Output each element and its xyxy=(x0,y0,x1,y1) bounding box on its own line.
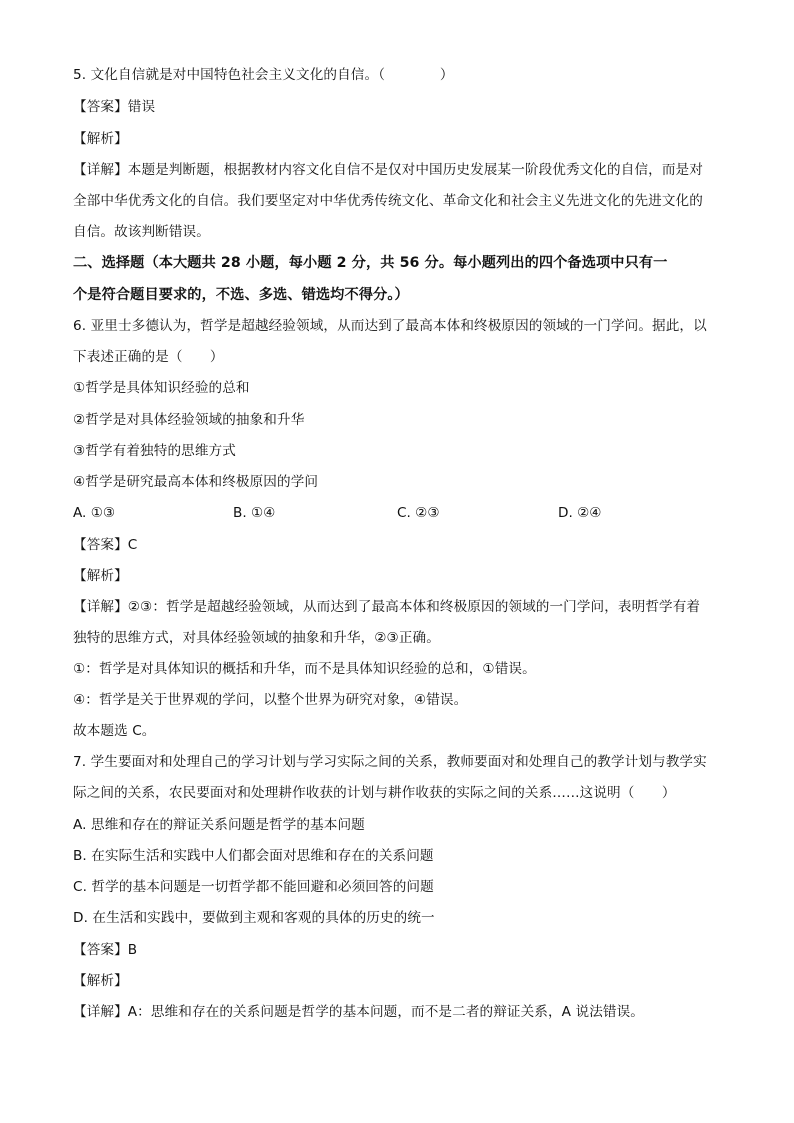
q6-detail-line-2: 独特的思维方式，对具体经验领域的抽象和升华，②③正确。 xyxy=(73,630,440,646)
q5-analysis-label: 【解析】 xyxy=(73,131,128,147)
q6-detail-line-5: 故本题选 C。 xyxy=(73,723,156,739)
q7-stem-line-1: 7. 学生要面对和处理自己的学习计划与学习实际之间的关系，教师要面对和处理自己的教学计划与教学实 xyxy=(73,754,707,770)
q6-statement-2: ②哲学是对具体经验领域的抽象和升华 xyxy=(73,412,305,428)
section2-heading-line-2: 个是符合题目要求的，不选、多选、错选均不得分。） xyxy=(73,287,409,303)
q6-statement-4: ④哲学是研究最高本体和终极原因的学问 xyxy=(73,474,319,490)
q6-analysis-label: 【解析】 xyxy=(73,568,128,584)
q6-answer: 【答案】C xyxy=(73,537,138,553)
q5-detail-line-3: 自信。故该判断错误。 xyxy=(73,224,210,240)
q6-detail-line-1: 【详解】②③：哲学是超越经验领域，从而达到了最高本体和终极原因的领域的一门学问，表明哲学有着 xyxy=(73,599,701,615)
q7-option-d: D. 在生活和实践中，要做到主观和客观的具体的历史的统一 xyxy=(73,910,435,926)
q7-detail-line-1: 【详解】A：思维和存在的关系问题是哲学的基本问题，而不是二者的辩证关系，A 说法错误。 xyxy=(73,1004,644,1020)
section2-heading-line-1: 二、选择题（本大题共 28 小题，每小题 2 分，共 56 分。每小题列出的四个备选项中只有一 xyxy=(73,255,668,271)
q6-option-a: A. ①③ xyxy=(73,505,116,521)
q6-option-c: C. ②③ xyxy=(397,505,440,521)
q6-statement-1: ①哲学是具体知识经验的总和 xyxy=(73,380,250,396)
q7-option-c: C. 哲学的基本问题是一切哲学都不能回避和必须回答的问题 xyxy=(73,879,434,895)
q6-stem-line-2: 下表述正确的是（ ） xyxy=(73,349,224,365)
q7-stem-line-2: 际之间的关系，农民要面对和处理耕作收获的计划与耕作收获的实际之间的关系……这说明（ ） xyxy=(73,785,676,801)
q7-option-a: A. 思维和存在的辩证关系问题是哲学的基本问题 xyxy=(73,817,365,833)
q5-stem: 5. 文化自信就是对中国特色社会主义文化的自信。（ ） xyxy=(73,67,454,83)
q6-option-d: D. ②④ xyxy=(558,505,602,521)
q5-answer: 【答案】错误 xyxy=(73,99,156,115)
q7-answer: 【答案】B xyxy=(73,942,138,958)
q5-detail-line-2: 全部中华优秀文化的自信。我们要坚定对中华优秀传统文化、革命文化和社会主义先进文化的先进文化的 xyxy=(73,193,703,209)
q7-analysis-label: 【解析】 xyxy=(73,973,128,989)
q5-detail-line-1: 【详解】本题是判断题，根据教材内容文化自信不是仅对中国历史发展某一阶段优秀文化的自信，而是对 xyxy=(73,162,703,178)
q6-stem-line-1: 6. 亚里士多德认为，哲学是超越经验领域，从而达到了最高本体和终极原因的领域的一门学问。据此，以 xyxy=(73,318,707,334)
q6-statement-3: ③哲学有着独特的思维方式 xyxy=(73,443,236,459)
q6-detail-line-4: ④：哲学是关于世界观的学问，以整个世界为研究对象，④错误。 xyxy=(73,692,468,708)
q6-option-b: B. ①④ xyxy=(233,505,276,521)
q6-detail-line-3: ①：哲学是对具体知识的概括和升华，而不是具体知识经验的总和，①错误。 xyxy=(73,661,536,677)
q7-option-b: B. 在实际生活和实践中人们都会面对思维和存在的关系问题 xyxy=(73,848,434,864)
